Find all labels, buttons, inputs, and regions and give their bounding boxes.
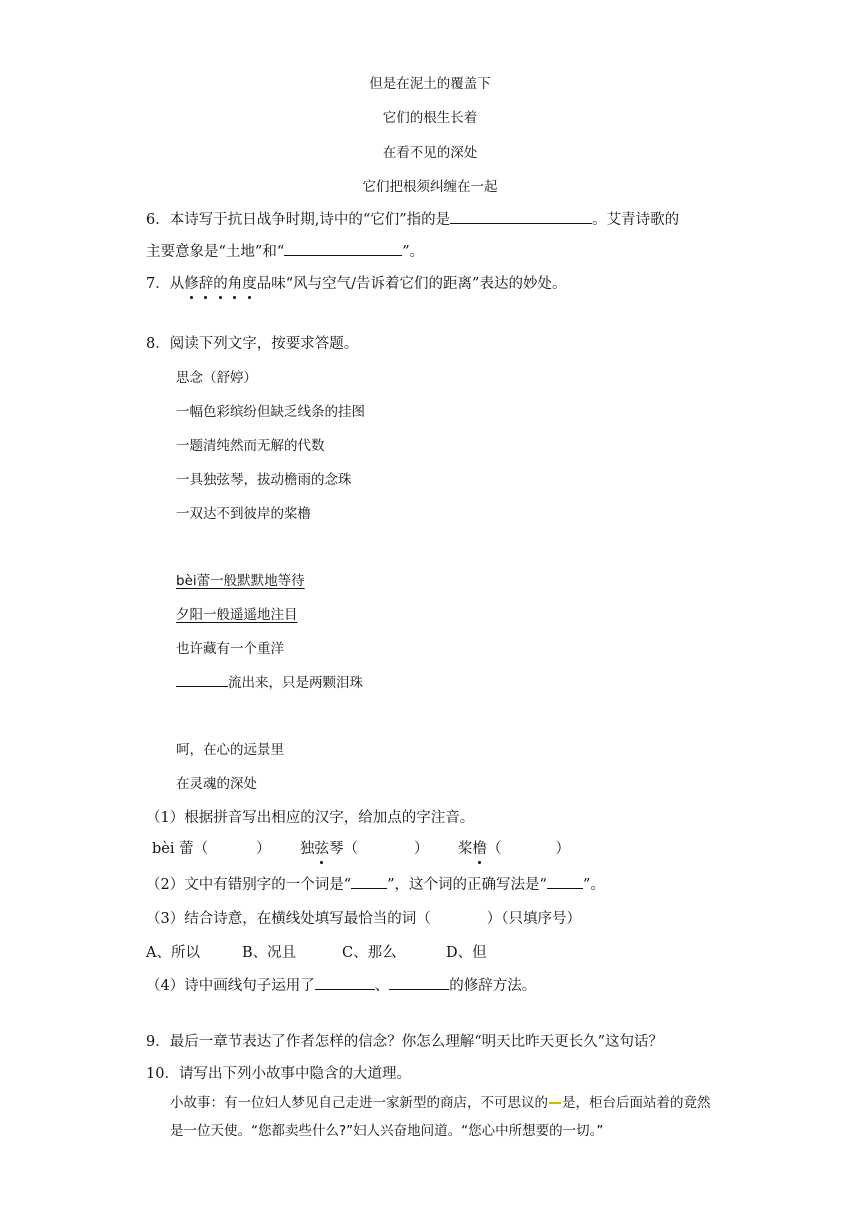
sub-question-2 [146, 873, 605, 894]
poem-line: 呵，在心的远景里 [176, 742, 284, 758]
question-6-text: 。艾青诗歌的 [592, 212, 680, 228]
poem-line-with-blank [176, 671, 363, 691]
poem-line: 也许藏有一个重洋 [176, 641, 284, 657]
sub-question-3 [146, 907, 581, 928]
poem-title: 思念（舒婷） [176, 370, 257, 386]
answer-blank[interactable] [389, 975, 449, 990]
poem-line: 一幅色彩缤纷但缺乏线条的挂图 [176, 404, 365, 420]
question-7-text: 7．从 [146, 276, 185, 292]
question-7 [146, 272, 566, 293]
story-text: 小故事：有一位妇人梦见自己走进一家新型的商店，不可思议的 [170, 1095, 548, 1111]
poem-line: 一双达不到彼岸的桨橹 [176, 506, 311, 522]
poem-line: 它们把根须纠缠在一起 [362, 179, 498, 195]
item-text: bèi 蕾（ [152, 841, 209, 857]
dotted-char: 角 [228, 272, 243, 293]
dotted-char: 度 [242, 272, 257, 293]
item-text: 琴（ [329, 841, 358, 857]
dotted-char: 橹 [473, 837, 488, 858]
item-text: ） [414, 841, 429, 857]
dotted-char: 修 [184, 272, 199, 293]
sub-question-text: （3）结合诗意，在横线处填写最恰当的词（ [146, 911, 431, 927]
poem-line: 但是在泥土的覆盖下 [369, 76, 491, 92]
poem-line: 一题清纯然而无解的代数 [176, 438, 325, 454]
sub-question-text: （2）文中有错别字的一个词是“ [146, 877, 352, 893]
item-text: 桨 [458, 841, 473, 857]
story-paragraph [170, 1089, 718, 1145]
poem-line: 一具独弦琴，拔动檐雨的念珠 [176, 472, 352, 488]
sub-question-text: ”。 [582, 877, 605, 893]
sub-question-text: 的修辞方法。 [449, 978, 537, 994]
sub-question-text: ”，这个词的正确写法是“ [387, 877, 547, 893]
item-text: ） [555, 841, 570, 857]
option-a: A、所以 [146, 945, 200, 961]
option-d: D、但 [446, 945, 487, 961]
question-8-intro: 8．阅读下列文字，按要求答题。 [146, 336, 359, 352]
underlined-poem-line: 夕阳一般遥遥地注目 [176, 607, 298, 623]
dotted-char: 的 [213, 272, 228, 293]
question-6-line1 [146, 208, 679, 229]
answer-blank[interactable] [450, 209, 592, 224]
dotted-text [184, 276, 257, 292]
sub-question-1: （1）根据拼音写出相应的汉字，给加点的字注音。 [146, 810, 475, 826]
option-b: B、况且 [242, 945, 297, 961]
poem-line: 在看不见的深处 [382, 145, 478, 161]
question-10: 10．请写出下列小故事中隐含的大道理。 [146, 1066, 411, 1082]
item-b [300, 837, 429, 858]
answer-blank[interactable] [315, 975, 375, 990]
poem-line: 在灵魂的深处 [176, 776, 257, 792]
dotted-char: 辞 [199, 272, 214, 293]
answer-blank[interactable] [284, 241, 402, 256]
item-c [458, 837, 570, 858]
underlined-poem-line: bèi蕾一般默默地等待 [176, 573, 305, 589]
poem-text: 流出来，只是两颗泪珠 [228, 675, 363, 691]
item-text: 独 [300, 841, 315, 857]
poem-line: 它们的根生长着 [382, 110, 478, 126]
sub-question-text: 、 [374, 978, 390, 994]
option-c: C、那么 [342, 945, 397, 961]
story-text: 是，柜台后面站着的竟然是一位天使。“您都卖些什么?”妇人兴奋地问道。“您心中所想要的一切。” [170, 1095, 711, 1139]
question-6-text: 6．本诗写于抗日战争时期,诗中的“它们”指的是 [146, 212, 451, 228]
item-text: （ [487, 841, 502, 857]
sub-question-4 [146, 974, 536, 995]
highlight-mark [549, 1102, 561, 1104]
question-6-text: ”。 [402, 244, 425, 260]
item-text: ） [256, 841, 271, 857]
item-a [152, 837, 271, 858]
question-6-text: 主要意象是“土地”和“ [146, 244, 285, 260]
sub-question-text: （4）诗中画线句子运用了 [146, 978, 315, 994]
answer-blank[interactable] [547, 874, 583, 889]
dotted-char: 弦 [315, 837, 330, 858]
question-7-text: 品味“风与空气/告诉着它们的距离”表达的妙处。 [256, 276, 567, 292]
sub-question-text: ）（只填序号） [486, 911, 581, 927]
question-6-line2 [146, 240, 424, 261]
answer-blank[interactable] [351, 874, 387, 889]
answer-blank[interactable] [176, 672, 228, 687]
question-9: 9．最后一章节表达了作者怎样的信念？你怎么理解“明天比昨天更长久”这句话？ [146, 1034, 664, 1050]
